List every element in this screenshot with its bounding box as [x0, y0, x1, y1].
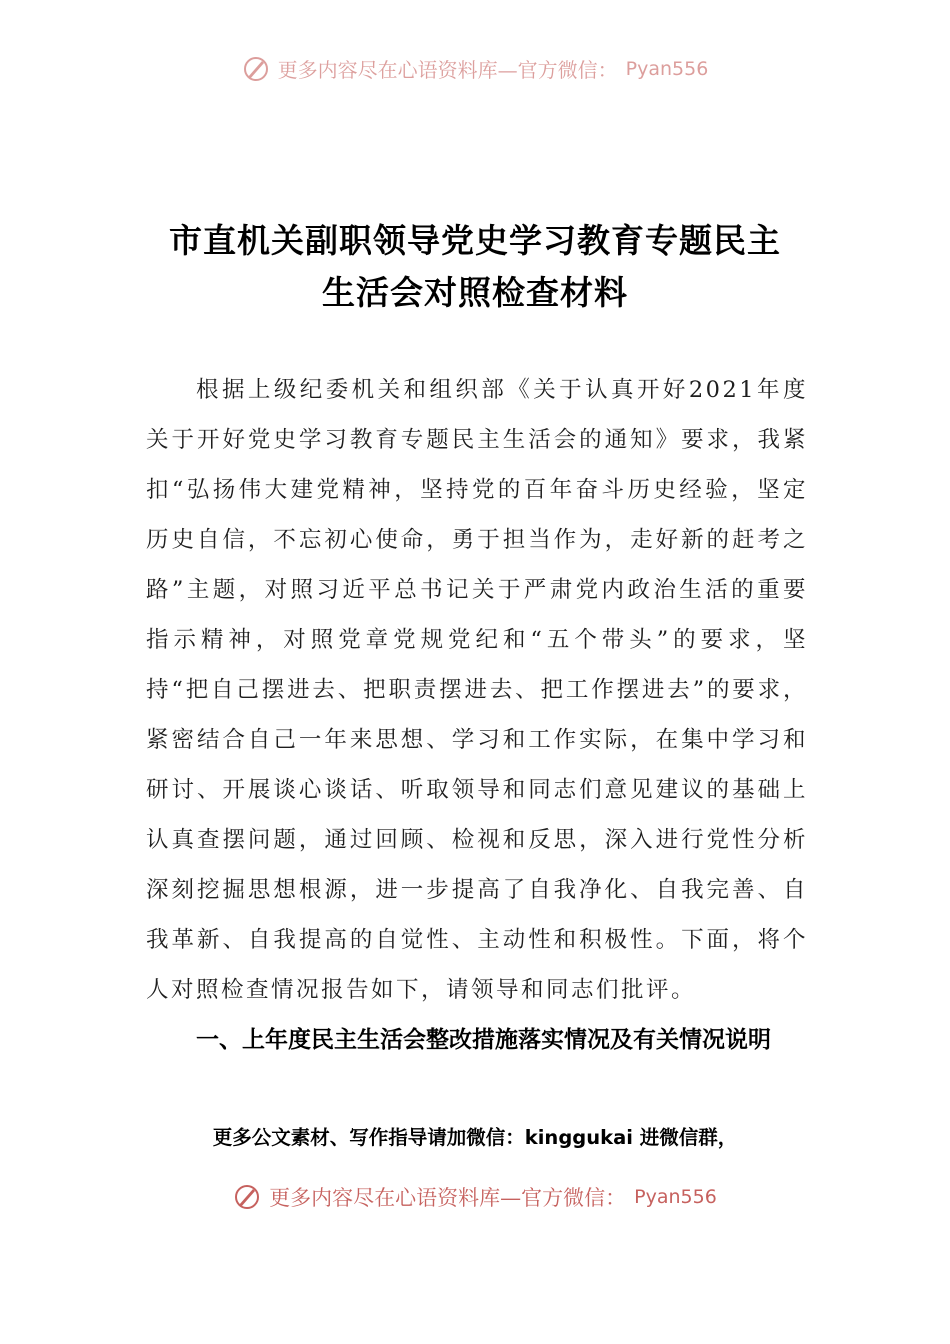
section-heading-1: 一、上年度民主生活会整改措施落实情况及有关情况说明	[196, 1027, 771, 1053]
watermark-wechat-id: Pyan556	[625, 57, 709, 80]
promo-line: 更多公文素材、写作指导请加微信：kinggukai 进微信群，	[212, 1126, 738, 1149]
body-paragraph: 根据上级纪委机关和组织部《关于认真开好2021年度关于开好党史学习教育专题民主生活会的通知》要求，我紧扣“弘扬伟大建党精神，坚持党的百年奋斗历史经验，坚定历史自信，不忘初心使命，勇于担当作为，走好新的赶考之路”主题，对照习近平总书记关于严肃党内政治生活的重要指示精神，对照党章党规党纪和“五个带头”的要求，坚持“把自己摆进去、把职责摆进去、把工作摆进去”的要求，紧密结合自己一年来思想、学习和工作实际，在集中学习和研讨、开展谈心谈话、听取领导和同志们意见建议的基础上认真查摆问题，通过回顾、检视和反思，深入进行党性分析深刻挖掘思想根源，进一步提高了自我净化、自我完善、自我革新、自我提高的自觉性、主动性和积极性。下面，将个人对照检查情况报告如下，请领导和同志们批评。	[146, 377, 808, 1003]
header-watermark	[0, 54, 950, 83]
title-line-1: 市直机关副职领导党史学习教育专题民主	[169, 221, 781, 260]
document-title	[100, 215, 850, 319]
pen-logo-icon	[233, 1183, 261, 1211]
title-line-2: 生活会对照检查材料	[322, 273, 628, 312]
footer-watermark	[0, 1182, 950, 1212]
watermark-text: 更多内容尽在心语资料库—官方微信：	[269, 1186, 627, 1210]
watermark-text: 更多内容尽在心语资料库—官方微信：	[277, 58, 618, 82]
pen-logo-icon	[242, 55, 270, 83]
watermark-wechat-id: Pyan556	[634, 1186, 717, 1208]
